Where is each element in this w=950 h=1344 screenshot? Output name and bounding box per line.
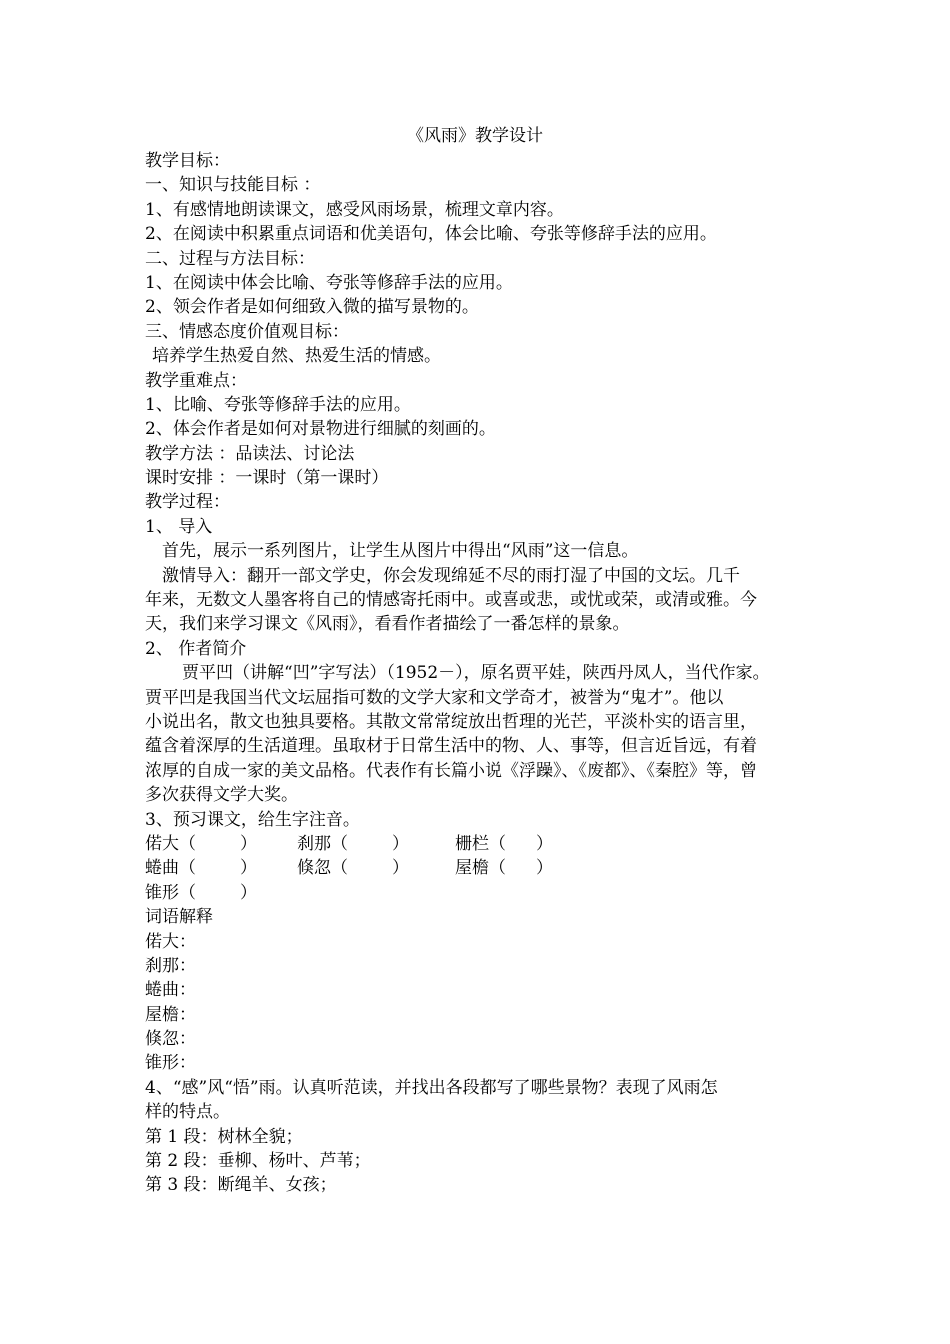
- vocab-word: 屋檐（: [455, 858, 506, 879]
- text-line: 首先，展示一系列图片，让学生从图片中得出“风雨”这一信息。: [162, 541, 639, 562]
- vocab-row: [145, 856, 805, 880]
- text-line: 第 3 段：断绳羊、女孩；: [145, 1175, 337, 1196]
- vocab-bracket: ）: [392, 858, 409, 879]
- vocab-bracket: ）: [536, 833, 553, 854]
- text-line: 2、领会作者是如何细致入微的描写景物的。: [145, 297, 479, 318]
- text-line: 教学过程：: [145, 492, 230, 513]
- text-line: 3、预习课文，给生字注音。: [145, 809, 360, 830]
- text-line: 浓厚的自成一家的美文品格。代表作有长篇小说《浮躁》、《废都》、《秦腔》等，曾: [145, 760, 757, 781]
- text-line: 教学重难点：: [145, 370, 247, 391]
- text-line: 三、情感态度价值观目标：: [145, 321, 349, 342]
- text-line: 1、有感情地朗读课文，感受风雨场景，梳理文章内容。: [145, 199, 564, 220]
- vocab-item: [145, 881, 297, 905]
- vocab-word: 倏忽（: [297, 858, 348, 879]
- text-line: 小说出名，散文也独具要格。其散文常常绽放出哲理的光芒，平淡朴实的语言里，: [145, 711, 757, 732]
- text-line: 偌大：: [145, 931, 196, 952]
- vocab-word: 偌大（: [145, 833, 196, 854]
- text-line: 刹那：: [145, 955, 196, 976]
- vocab-bracket: ）: [240, 858, 257, 879]
- vocab-item: [297, 856, 455, 880]
- text-line: 多次获得文学大奖。: [145, 785, 298, 806]
- text-line: 二、过程与方法目标：: [145, 248, 315, 269]
- text-line: 倏忽：: [145, 1029, 196, 1050]
- vocab-word: 锥形（: [145, 882, 196, 903]
- text-line: 教学目标：: [145, 151, 230, 171]
- text-line: 蕴含着深厚的生活道理。虽取材于日常生活中的物、人、事等，但言近旨远，有着: [145, 736, 757, 757]
- text-line: 1、 导入: [145, 516, 213, 537]
- text-line: 4、“感”风“悟”雨。认真听范读，并找出各段都写了哪些景物？表现了风雨怎: [145, 1077, 718, 1098]
- text-line: 天，我们来学习课文《风雨》，看看作者描绘了一番怎样的景象。: [145, 614, 630, 635]
- text-line: 蜷曲：: [145, 980, 196, 1001]
- vocab-bracket: ）: [392, 833, 409, 854]
- vocab-word: 蜷曲（: [145, 858, 196, 879]
- vocab-word: 刹那（: [297, 833, 348, 854]
- text-line: 2、体会作者是如何对景物进行细腻的刻画的。: [145, 419, 496, 440]
- vocab-row: [145, 832, 805, 856]
- text-line: 词语解释: [145, 907, 213, 928]
- document-body: [145, 149, 805, 1198]
- text-line: 年来，无数文人墨客将自己的情感寄托雨中。或喜或悲，或忧或荣，或清或雅。今: [145, 590, 757, 611]
- text-line: 样的特点。: [145, 1102, 230, 1123]
- vocab-item: [297, 832, 455, 856]
- text-line: 课时安排 ：一课时（第一课时）: [145, 468, 389, 489]
- text-line: 教学方法 ：品读法、讨论法: [145, 443, 355, 464]
- text-line: 锥形：: [145, 1053, 196, 1074]
- text-line: 贾平凹（讲解“凹”字写法）（1952－），原名贾平娃，陕西丹凤人，当代作家。: [182, 663, 770, 684]
- vocab-bracket: ）: [240, 833, 257, 854]
- document-title: 《风雨》教学设计: [407, 126, 543, 146]
- text-line: 1、比喻、夸张等修辞手法的应用。: [145, 394, 411, 415]
- vocab-item: [145, 856, 297, 880]
- vocab-bracket: ）: [536, 858, 553, 879]
- text-line: 贾平凹是我国当代文坛屈指可数的文学大家和文学奇才，被誉为“鬼才”。他以: [145, 687, 724, 708]
- text-line: 2、 作者简介: [145, 638, 247, 659]
- text-line: 第 1 段：树林全貌；: [145, 1126, 303, 1147]
- vocab-item: [455, 856, 607, 880]
- vocab-item: [145, 832, 297, 856]
- text-line: 一、知识与技能目标 ：: [145, 175, 321, 196]
- text-line: 1、在阅读中体会比喻、夸张等修辞手法的应用。: [145, 272, 513, 293]
- text-line: 2、在阅读中积累重点词语和优美语句，体会比喻、夸张等修辞手法的应用。: [145, 224, 717, 245]
- text-line: 激情导入：翻开一部文学史，你会发现绵延不尽的雨打湿了中国的文坛。几千: [162, 565, 740, 586]
- text-line: 屋檐：: [145, 1004, 196, 1025]
- vocab-bracket: ）: [240, 882, 257, 903]
- vocab-row: [145, 881, 805, 905]
- vocab-item: [455, 832, 607, 856]
- vocab-word: 栅栏（: [455, 833, 506, 854]
- text-line: 第 2 段：垂柳、杨叶、芦苇；: [145, 1151, 371, 1172]
- text-line: 培养学生热爱自然、热爱生活的情感。: [152, 346, 441, 367]
